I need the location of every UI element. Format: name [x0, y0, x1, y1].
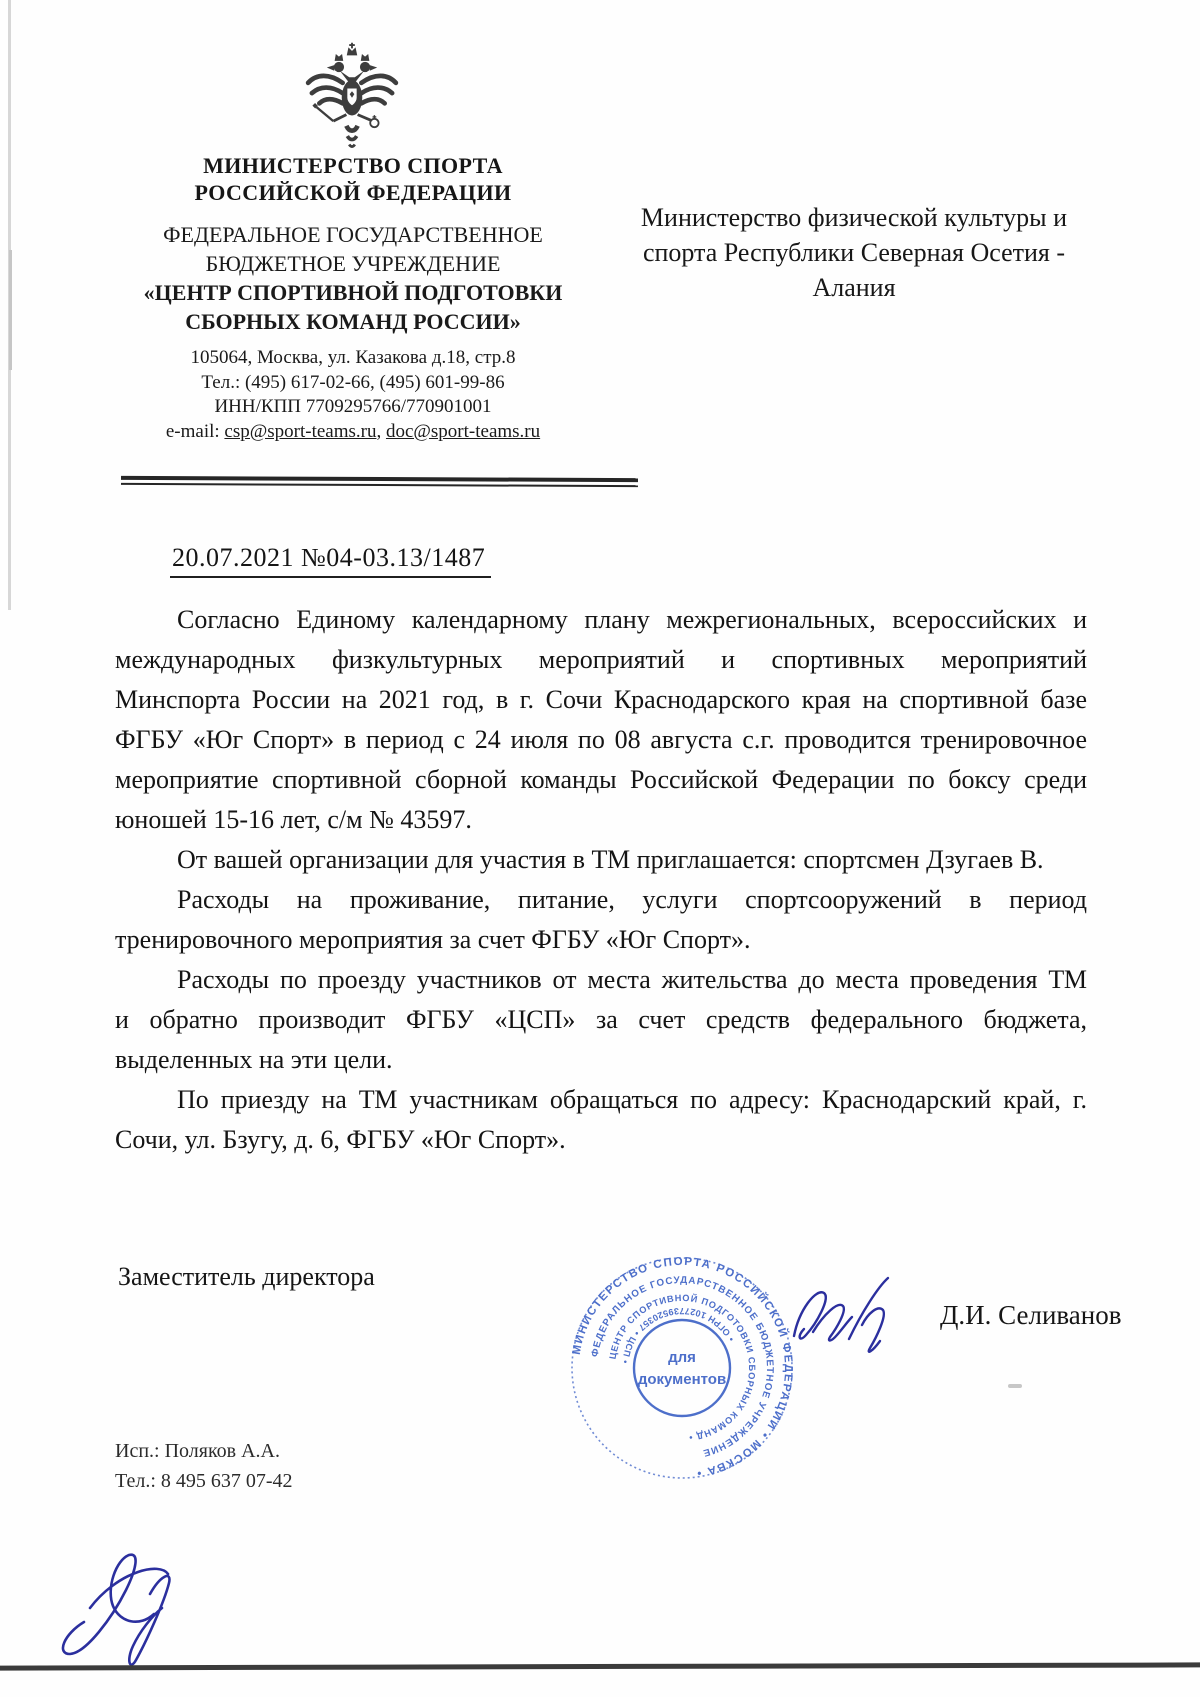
- body-line: Сочи, ул. Бзугу, д. 6, ФГБУ «Юг Спорт».: [115, 1125, 566, 1154]
- recipient-line2: спорта Республики Северная Осетия -: [642, 238, 1066, 267]
- postal-address: 105064, Москва, ул. Казакова д.18, стр.8: [190, 347, 516, 368]
- body-line: международных физкультурных мероприятий и спортивных мероприятий: [115, 645, 1087, 674]
- executor-phone: Тел.: 8 495 637 07-42: [115, 1470, 293, 1492]
- email-label: e-mail:: [165, 420, 225, 442]
- body-line: Расходы на проживание, питание, услуги спортсооружений в период: [177, 885, 1087, 914]
- email-separator: ,: [376, 420, 386, 442]
- email-line: [96, 420, 610, 445]
- signer-position-title: Заместитель директора: [118, 1262, 375, 1291]
- body-line: мероприятие спортивной сборной команды Российской Федерации по боксу среди: [115, 765, 1087, 794]
- phone-numbers: Тел.: (495) 617-02-66, (495) 601-99-86: [201, 371, 505, 393]
- body-line: тренировочного мероприятия за счет ФГБУ «Юг Спорт».: [115, 925, 751, 954]
- letterhead-divider: [121, 476, 638, 487]
- signer-name: Д.И. Селиванов: [940, 1300, 1122, 1330]
- stamp-ring-inner-text: ЦЕНТР СПОРТИВНОЙ ПОДГОТОВКИ СБОРНЫХ КОМАНД •: [607, 1292, 758, 1443]
- recipient-block: [598, 200, 1110, 305]
- body-line: Согласно Единому календарному плану межрегиональных, всероссийских и: [177, 605, 1087, 634]
- recipient-line3: Алания: [812, 273, 896, 302]
- scan-edge-left-dark: [9, 250, 12, 370]
- stamp-center-line2: документов: [637, 1371, 727, 1388]
- body-line: По приезду на ТМ участникам обращаться по адресу: Краснодарский край, г.: [177, 1085, 1087, 1114]
- scan-dash-artifact: [1008, 1384, 1022, 1388]
- body-line: От вашей организации для участия в ТМ приглашается: спортсмен Дзугаев В.: [177, 845, 1044, 874]
- inn-kpp: ИНН/КПП 7709295766/770901001: [214, 396, 492, 417]
- org-line2: БЮДЖЕТНОЕ УЧРЕЖДЕНИЕ: [205, 251, 501, 276]
- organization-name: [110, 220, 596, 336]
- divider-thin-line: [121, 483, 638, 487]
- ministry-name: [110, 152, 596, 206]
- stamp-ring-middle-text: ФЕДЕРАЛЬНОЕ ГОСУДАРСТВЕННОЕ БЮДЖЕТНОЕ УЧРЕЖДЕНИЕ: [589, 1274, 776, 1459]
- date-reference-number: 20.07.2021 №04-03.13/1487: [170, 543, 491, 578]
- executor-block: [115, 1436, 293, 1496]
- body-line: Минспорта России на 2021 год, в г. Сочи Краснодарского края на спортивной базе: [115, 685, 1087, 714]
- executor-name: Исп.: Поляков А.А.: [115, 1440, 280, 1462]
- official-round-stamp: [566, 1252, 798, 1484]
- stamp-ring-ogrn-text: • ОГРН 1027739520357 • ЦСП •: [620, 1305, 737, 1365]
- ministry-line1: МИНИСТЕРСТВО СПОРТА: [203, 153, 503, 178]
- recipient-line1: Министерство физической культуры и: [640, 203, 1068, 232]
- divider-thick-line: [121, 476, 638, 482]
- body-line: юношей 15-16 лет, с/м № 43597.: [115, 805, 472, 834]
- director-signature-ink: [786, 1272, 918, 1380]
- email-link-doc: doc@sport-teams.ru: [385, 420, 541, 442]
- body-line: Расходы по проезду участников от места жительства до места проведения ТМ: [177, 965, 1087, 994]
- email-link-csp: csp@sport-teams.ru: [224, 420, 377, 442]
- handwritten-signature-bottom: [50, 1530, 210, 1680]
- letter-body: [115, 600, 1087, 1160]
- letterhead-contacts: [96, 346, 610, 444]
- org-line4: СБОРНЫХ КОМАНД РОССИИ»: [185, 309, 521, 334]
- org-line1: ФЕДЕРАЛЬНОЕ ГОСУДАРСТВЕННОЕ: [163, 222, 543, 247]
- body-line: ФГБУ «Юг Спорт» в период с 24 июля по 08 августа с.г. проводится тренировочное: [115, 725, 1087, 754]
- org-line3: «ЦЕНТР СПОРТИВНОЙ ПОДГОТОВКИ: [143, 280, 563, 305]
- body-line: и обратно производит ФГБУ «ЦСП» за счет средств федерального бюджета,: [115, 1005, 1087, 1034]
- stamp-ring-outer-text: МИНИСТЕРСТВО СПОРТА РОССИЙСКОЙ ФЕДЕРАЦИИ • МОСКВА •: [570, 1255, 795, 1480]
- coat-of-arms-icon: [296, 36, 408, 154]
- stamp-center-line1: для: [668, 1349, 696, 1366]
- body-line: выделенных на эти цели.: [115, 1045, 393, 1074]
- ministry-line2: РОССИЙСКОЙ ФЕДЕРАЦИИ: [194, 180, 512, 205]
